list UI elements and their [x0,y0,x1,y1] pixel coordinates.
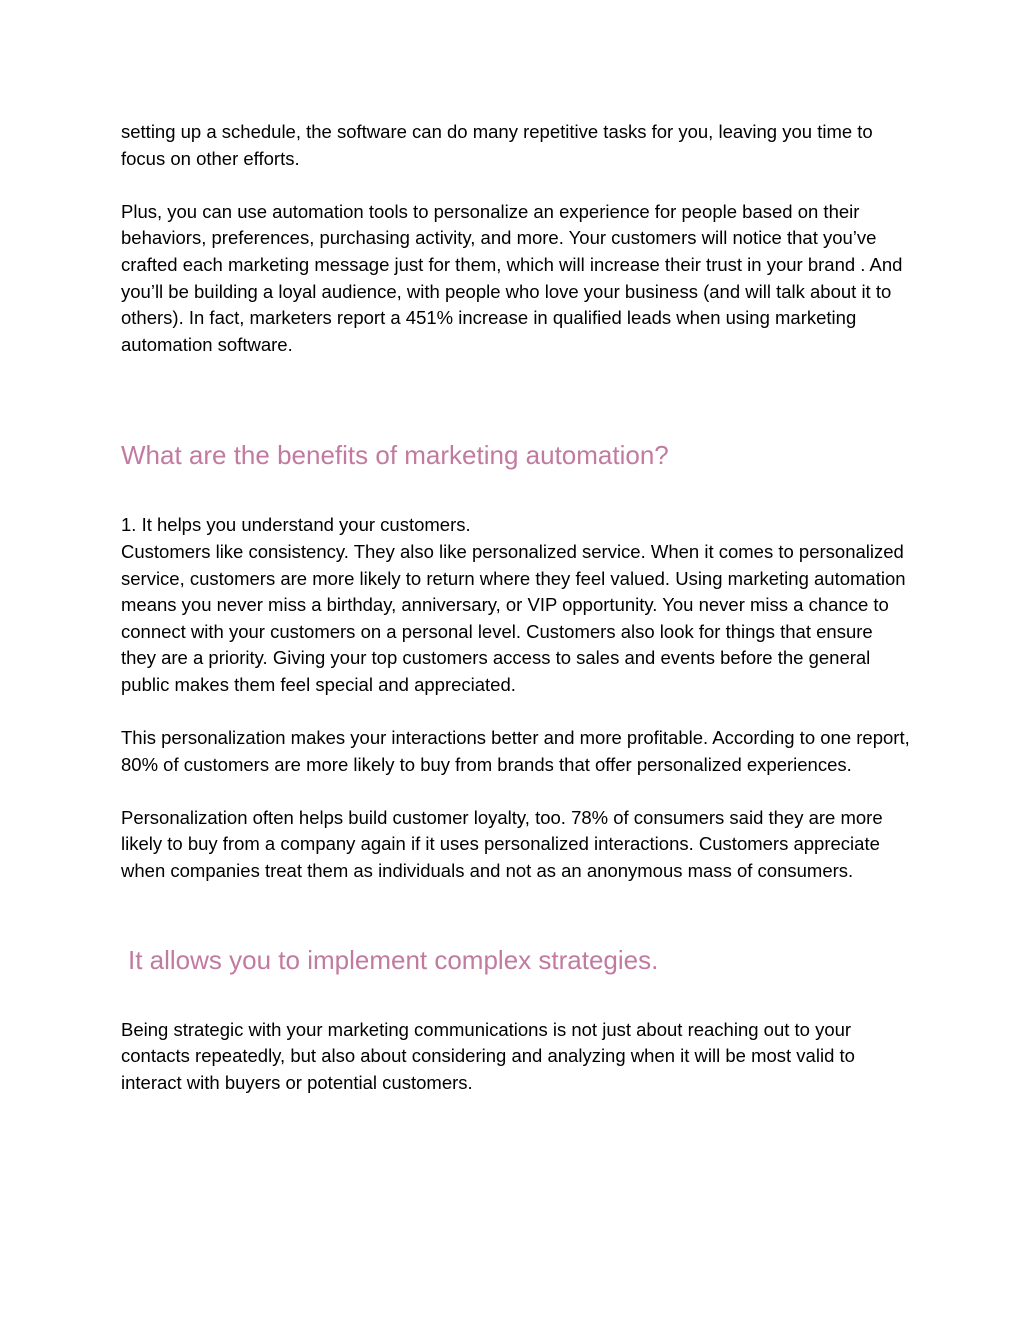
benefits-heading: What are the benefits of marketing automation? [121,440,669,471]
strategic-communications-paragraph: Being strategic with your marketing communications is not just about reaching out to your contacts repeatedly, but also about considering and analyzing when it will be most valid to interact with buyers or potential customers. [121,1018,855,1093]
complex-strategies-heading: It allows you to implement complex strategies. [128,944,659,975]
loyalty-paragraph: Personalization often helps build customer loyalty, too. 78% of consumers said they are more likely to buy from a company again if it uses personalized interactions. Customers appreciate when companies treat them as individuals and not as an anonymous mass of consumers. [121,806,883,882]
benefit-1-title: 1. It helps you understand your customers. [121,514,471,536]
personalization-profit-paragraph: This personalization makes your interactions better and more profitable. According to one report, 80% of customers are more likely to buy from brands that offer personalized experiences. [121,727,910,775]
automation-personalization-paragraph: Plus, you can use automation tools to personalize an experience for people based on their behaviors, preferences, purchasing activity, and more. Your customers will notice that you’ve crafted each marketing message just for them, which will increase their trust in your brand . And you’ll be building a loyal audience, with people who love your business (and will talk about it to others). In fact, marketers report a 451% increase in qualified leads when using marketing automation software. [121,200,903,355]
intro-paragraph-continued: setting up a schedule, the software can do many repetitive tasks for you, leaving you time to focus on other efforts. [121,121,873,169]
document-page [121,119,911,1096]
benefit-1-paragraph: Customers like consistency. They also like personalized service. When it comes to personalized service, customers are more likely to return where they feel valued. Using marketing automation means you never miss a birthday, anniversary, or VIP opportunity. You never miss a chance to connect with your customers on a personal level. Customers also look for things that ensure they are a priority. Giving your top customers access to sales and events before the general public makes them feel special and appreciated. [121,540,906,695]
